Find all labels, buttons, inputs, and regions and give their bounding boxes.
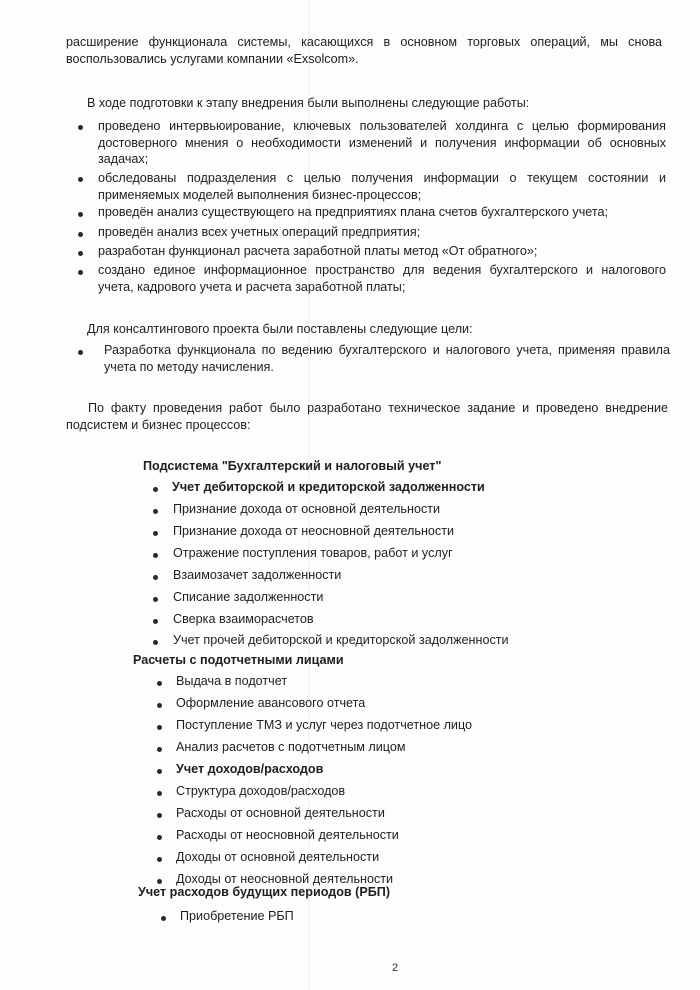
bullet-icon — [157, 769, 162, 774]
list-item: Взаимозачет задолженности — [173, 568, 342, 582]
bullet-icon — [153, 575, 158, 580]
list-item: Анализ расчетов с подотчетным лицом — [176, 740, 406, 754]
bullet-icon — [153, 597, 158, 602]
list-item: Оформление авансового отчета — [176, 696, 366, 710]
list-item: Доходы от основной деятельности — [176, 850, 380, 864]
bullet-icon — [153, 531, 158, 536]
bullet-icon — [157, 791, 162, 796]
intro-paragraph: расширение функционала системы, касающихся в основном торговых операций, мы снова воспользовались услугами компании «Exsolcom». — [66, 35, 662, 66]
list-item: Учет прочей дебиторской и кредиторской задолженности — [173, 633, 509, 647]
bullet-icon — [153, 553, 158, 558]
prep-heading: В ходе подготовки к этапу внедрения были выполнены следующие работы: — [87, 96, 530, 110]
bullet-icon — [78, 212, 83, 217]
subsystem-title: Подсистема "Бухгалтерский и налоговый учет" — [143, 459, 442, 473]
document-page: расширение функционала системы, касающихся в основном торговых операций, мы снова воспользовались услугами компании «Exsolcom». В ходе подготовки к этапу внедрения были выполнены следующие работы: проведено интервьюирование, ключевых пользователей холдинга с целью формирования достоверного мнения о необходимости изменений и получения информации об основных задачах; обследованы подразделения с целью получения информации о текущем состоянии и применяемых моделей выполнения бизнес-процессов; проведён анализ существующего на предприятиях плана счетов бухгалтерского учета; проведён анализ всех учетных операций предприятия; разработан функционал расчета заработной платы метод «От обратного»; создано единое информационное пространство для ведения бухгалтерского и налогового учета, кадрового учета и расчета заработной платы; Для консалтингового проекта были поставлены следующие цели: Разработка функционала по ведению бухгалтерского и налогового учета, применяя правила учета по методу начисления. По факту проведения работ было разработано техническое задание и проведено внедрение подсистем и бизнес процессов: Подсистема "Бухгалтерский и налоговый учет" Учет дебиторской и кредиторской задолженности Признание дохода от основной деятельности Признание дохода от неосновной деятельности Отражение поступления товаров, работ и услуг Взаимозачет задолженности Списание задолженности Сверка взаиморасчетов Учет прочей дебиторской и кредиторской задолженности Расчеты с подотчетными лицами Выдача в подотчет Оформление авансового отчета Поступление ТМЗ и услуг через подотчетное лицо Анализ расчетов с подотчетным лицом Учет доходов/расходов Структура доходов/расходов Расходы от основной деятельности Расходы от неосновной деятельности Доходы от основной деятельности Доходы от неосновной деятельности Учет расходов будущих периодов (РБП) Приобретение РБП 2 — [0, 0, 700, 990]
bullet-icon — [153, 487, 158, 492]
list-item: Признание дохода от неосновной деятельности — [173, 524, 455, 538]
bullet-icon — [157, 681, 162, 686]
list-item: Разработка функционала по ведению бухгалтерского и налогового учета, применяя правила учета по методу начисления. — [104, 343, 670, 374]
bullet-icon — [153, 619, 158, 624]
list-item: Расходы от неосновной деятельности — [176, 828, 399, 842]
list-item: Признание дохода от основной деятельности — [173, 502, 441, 516]
bullet-icon — [157, 835, 162, 840]
list-item: Списание задолженности — [173, 590, 324, 604]
bullet-icon — [157, 857, 162, 862]
list-item: Структура доходов/расходов — [176, 784, 346, 798]
bullet-icon — [157, 703, 162, 708]
bullet-icon — [78, 251, 83, 256]
list-item: Доходы от неосновной деятельности — [176, 872, 394, 886]
list-item: Расходы от основной деятельности — [176, 806, 385, 820]
list-item: Сверка взаиморасчетов — [173, 612, 314, 626]
bullet-icon — [78, 350, 83, 355]
bullet-icon — [78, 232, 83, 237]
bullet-icon — [161, 916, 166, 921]
section-title-accountable: Расчеты с подотчетными лицами — [133, 653, 344, 667]
bullet-icon — [78, 177, 83, 182]
section-title-rbp: Учет расходов будущих периодов (РБП) — [138, 885, 391, 899]
section-title-receivables: Учет дебиторской и кредиторской задолженности — [172, 480, 485, 494]
result-paragraph: По факту проведения работ было разработано техническое задание и проведено внедрение подсистем и бизнес процессов: — [66, 401, 668, 432]
page-number: 2 — [392, 962, 399, 974]
bullet-icon — [153, 509, 158, 514]
bullet-icon — [153, 640, 158, 645]
bullet-icon — [157, 813, 162, 818]
goals-heading: Для консалтингового проекта были поставлены следующие цели: — [87, 322, 473, 336]
list-item: Выдача в подотчет — [176, 674, 288, 688]
bullet-icon — [157, 747, 162, 752]
list-item: Поступление ТМЗ и услуг через подотчетное лицо — [176, 718, 473, 732]
list-item: Отражение поступления товаров, работ и услуг — [173, 546, 453, 560]
bullet-icon — [157, 725, 162, 730]
section-title-income: Учет доходов/расходов — [176, 762, 324, 776]
bullet-icon — [78, 270, 83, 275]
bullet-icon — [78, 125, 83, 130]
list-item: Приобретение РБП — [180, 909, 294, 923]
